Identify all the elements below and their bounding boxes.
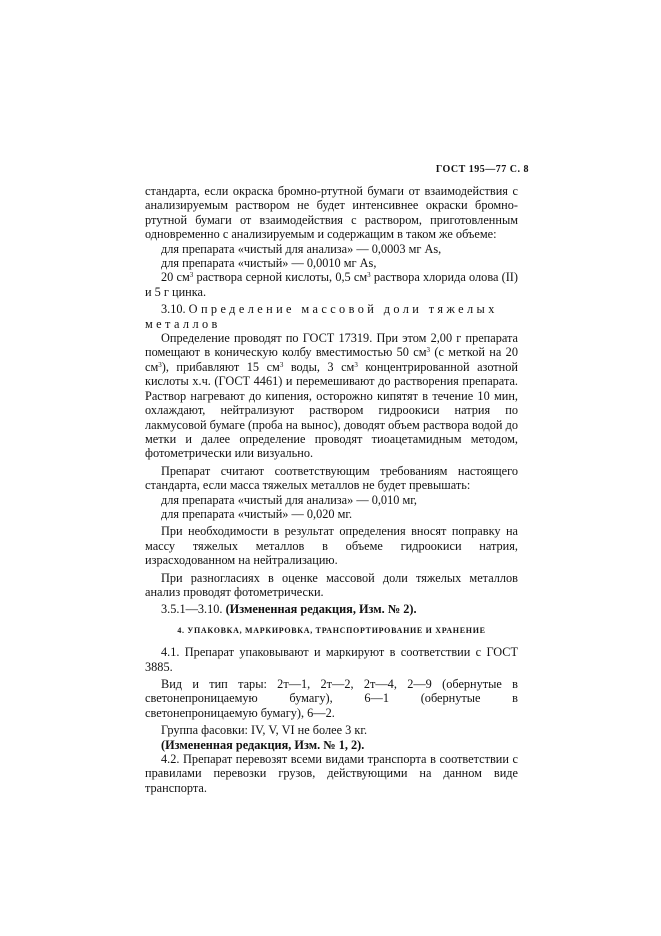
amendment-note: 3.5.1—3.10. (Измененная редакция, Изм. № 2). [161,602,417,617]
paragraph: Группа фасовки: IV, V, VI не более 3 кг. [161,723,368,738]
page-header: ГОСТ 195—77 С. 8 [435,164,529,175]
paragraph: стандарта, если окраска бромно-ртутной бумаги от взаимодействия с анализируемым раствором не будет интенсивнее окраски бромно-ртутной бумаги от взаимодействия с раствором, приготовленным одновременно с анализируемым и содержащим в таком же объеме: [145,184,518,242]
paragraph: для препарата «чистый для анализа» — 0,010 мг, [161,492,417,507]
paragraph: 4.2. Препарат перевозят всеми видами транспорта в соответствии с правилами перевозки грузов, действующими на данном виде транспорта. [145,752,518,795]
paragraph: При разногласиях в оценке массовой доли тяжелых металлов анализ проводят фотометрически. [145,570,518,599]
section-heading-3-10: 3.10. Определение массовой доли тяжелых металлов [145,302,498,331]
paragraph: для препарата «чистый» — 0,0010 мг As, [161,256,377,271]
document-body [145,184,518,795]
section-4-title: 4. УПАКОВКА, МАРКИРОВКА, ТРАНСПОРТИРОВАНИЕ И ХРАНЕНИЕ [177,625,486,635]
paragraph: 4.1. Препарат упаковывают и маркируют в соответствии с ГОСТ 3885. [145,645,518,674]
paragraph: При необходимости в результат определения вносят поправку на массу тяжелых металлов в объеме гидроокиси натрия, израсходованном на нейтрализацию. [145,524,518,568]
paragraph: Препарат считают соответствующим требованиям настоящего стандарта, если масса тяжелых металлов не будет превышать: [145,463,518,493]
amendment-note: (Измененная редакция, Изм. № 1, 2). [161,737,365,752]
paragraph: Определение проводят по ГОСТ 17319. При этом 2,00 г препарата помещают в коническую колбу вместимостью 50 $см^3$ (с меткой на 20 $см^3$), прибавляют 15 $см^3$ воды, 3 $см^3$ концентрированной азотной кислоты х.ч. (ГОСТ 4461) и перемешивают до растворения препарата. Раствор нагревают до кипения, осторожно кипятят в течение 10 мин, охлаждают, нейтрализуют раствором гидроокиси натрия по лакмусовой бумаге (проба на вынос), доводят объем раствора водой до метки и далее определение проводят тиоацетамидным методом, фотометрически или визуально. [145,331,518,461]
paragraph: для препарата «чистый» — 0,020 мг. [161,506,353,521]
paragraph: 20 $см^3$ раствора серной кислоты, 0,5 $см^3$ раствора хлорида олова (II) и 5 г цинка. [145,270,518,299]
paragraph: Вид и тип тары: 2т—1, 2т—2, 2т—4, 2—9 (обернутые в светонепроницаемую бумагу), 6—1 (обернутые в светонепроницаемую бумагу), 6—2. [145,677,518,720]
paragraph: для препарата «чистый для анализа» — 0,0003 мг As, [161,241,442,256]
